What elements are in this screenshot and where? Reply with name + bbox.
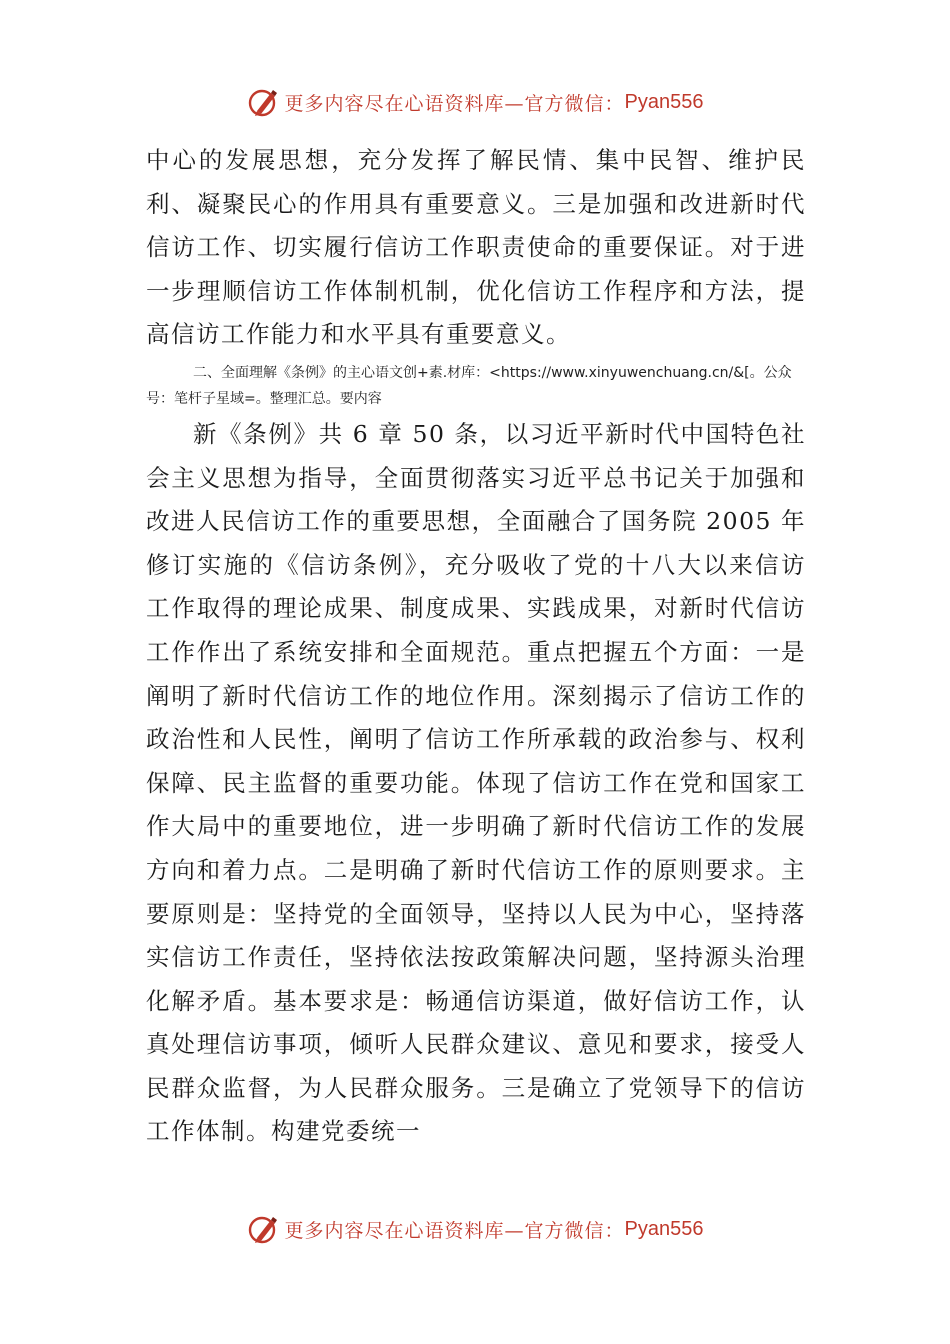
footer-banner [0,1209,950,1249]
header-banner [0,82,950,122]
banner-text: 更多内容尽在心语资料库—官方微信： [284,92,625,115]
document-body [146,139,806,1154]
pen-circle-logo-icon [247,85,281,119]
paragraph-2: 新《条例》共 6 章 50 条，以习近平新时代中国特色社会主义思想为指导，全面贯彻落实习近平总书记关于加强和改进人民信访工作的重要思想，全面融合了国务院 2005 年修订实施的《信访条例》，充分吸收了党的十八大以来信访工作取得的理论成果、制度成果、实践成果，对新时代信访工作作出了系统安排和全面规范。重点把握五个方面：一是阐明了新时代信访工作的地位作用。深刻揭示了信访工作的政治性和人民性，阐明了信访工作所承载的政治参与、权利保障、民主监督的重要功能。体现了信访工作在党和国家工作大局中的重要地位，进一步明确了新时代信访工作的发展方向和着力点。二是明确了新时代信访工作的原则要求。主要原则是：坚持党的全面领导，坚持以人民为中心，坚持落实信访工作责任，坚持依法按政策解决问题，坚持源头治理化解矛盾。基本要求是：畅通信访渠道，做好信访工作，认真处理信访事项，倾听人民群众建议、意见和要求，接受人民群众监督，为人民群众服务。三是确立了党领导下的信访工作体制。构建党委统一 [146,419,806,1146]
pen-circle-logo-icon [247,1212,281,1246]
banner-account: Pyan556 [624,1217,704,1240]
section-heading: 二、全面理解《条例》的主心语文创+素.材库：<https://www.xinyuwenchuang.cn/&[。公众号：笔杆子星域=。整理汇总。要内容 [146,364,792,407]
banner-account: Pyan556 [624,90,704,113]
banner-text: 更多内容尽在心语资料库—官方微信： [284,1219,625,1242]
paragraph-1: 中心的发展思想，充分发挥了解民情、集中民智、维护民利、凝聚民心的作用具有重要意义。三是加强和改进新时代信访工作、切实履行信访工作职责使命的重要保证。对于进一步理顺信访工作体制机制，优化信访工作程序和方法，提高信访工作能力和水平具有重要意义。 [146,146,806,349]
